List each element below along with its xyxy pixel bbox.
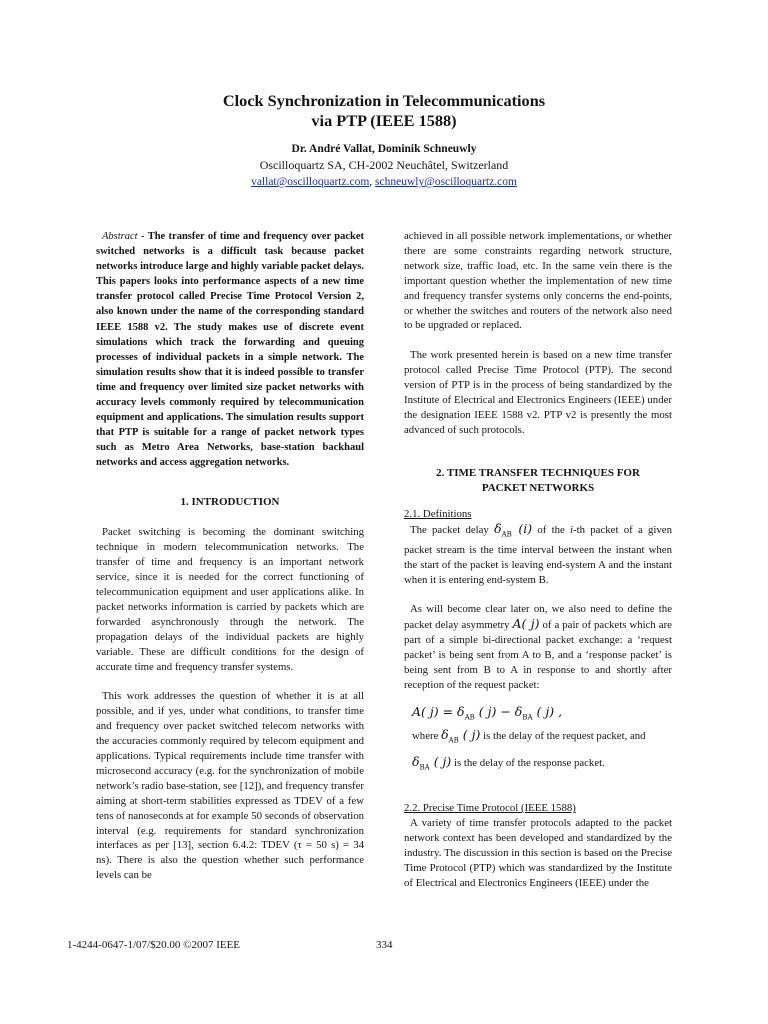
response-delay-clause <box>404 755 672 775</box>
response-symbol <box>412 753 452 772</box>
subsection-2-2-heading: 2.2. Precise Time Protocol (IEEE 1588) <box>404 802 576 815</box>
where-delta: δ <box>441 727 449 743</box>
ptp-overview-paragraph: The work presented herein is based on a new time transfer protocol called Precise Time Protocol (PTP). The second version of PTP is in the process of being standardized by the Institute of Electrical and Electronics Engineers (IEEE) under the designation IEEE 1588 v2. PTP v2 is presently the most advanced of such protocols. <box>404 349 672 436</box>
copyright-notice: 1-4244-0647-1/07/$20.00 ©2007 IEEE <box>67 939 241 951</box>
equation-end: ( j) , <box>532 703 563 719</box>
where-text-1: where <box>412 730 442 743</box>
response-text: is the delay of the response packet. <box>451 756 605 769</box>
email-link-vallat[interactable]: vallat@oscilloquartz.com <box>251 176 370 188</box>
authors: Dr. André Vallat, Dominik Schneuwly <box>291 143 477 155</box>
asymmetry-text-2: of a pair of packets which are part of a simple bi-directional packet exchange: a ‘request packet’ is being sent from A to B, and a ‘response packet’ is being sent from B to A in response to and shortly after reception of the request packet: <box>404 619 672 691</box>
definition-text-3: -th packet of a given packet stream is the time interval between the instant when the start of the packet is leaving end-system A and the instant when it is entering end-system B. <box>404 524 672 586</box>
equation-body <box>412 703 563 722</box>
section-1-heading: 1. INTRODUCTION <box>180 495 280 508</box>
section-2-heading-line-1: 2. TIME TRANSFER TECHNIQUES FOR <box>436 466 640 479</box>
intro-paragraph-2: This work addresses the question of whether it is at all possible, and if yes, under what conditions, to transfer time and frequency over packet switched telecom networks with the accuracies commonly required by telecom equipment and applications. Typical requirements include time transfer with microsecond accuracy (e.g. for the synchronization of mobile network’s radio base-station, see [12]), and frequency transfer aiming at short-term stabilities expressed as TDEV of a few tens of nanoseconds at for example 50 seconds of observation interval (e.g. requirements for standard synchronization interfaces as per [13], section 6.4.2: TDEV (τ = 50 s) = 34 ns). There is also the question whether such performance levels can be <box>96 690 364 882</box>
subsection-2-1-heading: 2.1. Definitions <box>404 508 472 521</box>
right-column <box>404 229 672 891</box>
intro-continuation-paragraph: achieved in all possible network implementations, or whether there are some constraints regarding network structure, network size, traffic load, etc. In the same vein there is the important question whether the implementation of new time and frequency transfer systems only concerns the end-points, or whether the switches and routers of the network also need to be upgraded or replaced. <box>404 230 672 332</box>
delta-subscript: AB <box>501 530 512 539</box>
affiliation: Oscilloquartz SA, CH-2002 Neuchâtel, Switzerland <box>259 158 509 172</box>
left-column <box>96 229 364 883</box>
email-separator: , <box>369 176 376 188</box>
where-argument: ( j) <box>458 727 481 743</box>
abstract-label: Abstract - <box>102 231 148 242</box>
response-subscript: BA <box>419 763 430 772</box>
title-line-1: Clock Synchronization in Telecommunications <box>222 91 546 110</box>
section-2-heading-line-2: PACKET NETWORKS <box>481 481 595 494</box>
asymmetry-equation <box>404 701 672 729</box>
title-line-2: via PTP (IEEE 1588) <box>311 111 457 130</box>
paper-title <box>0 91 768 131</box>
asymmetry-symbol: A( j) <box>512 616 540 632</box>
abstract <box>96 229 364 471</box>
email-link-schneuwly[interactable]: schneuwly@oscilloquartz.com <box>375 176 517 188</box>
ptp-paragraph: A variety of time transfer protocols adapted to the packet network context has been developed and standardized by the industry. The discussion in this section is based on the Precise Time Protocol (PTP) which was standardized by the Institute of Electrical and Electronics Engineers (IEEE) under the <box>404 817 672 889</box>
where-symbol <box>441 727 481 745</box>
delta-argument: (i) <box>511 521 533 537</box>
intro-paragraph-1: Packet switching is becoming the dominant switching technique in modern telecommunication networks. The transfer of time and frequency is an important network service, since it is needed for the correct functioning of telecommunication equipment and user applications alike. In packet networks information is carried by packets which are forwarded asynchronously through the network. The propagation delays of the individual packets are highly variable. These are difficult conditions for the design of accurate time and frequency transfer systems. <box>96 526 364 673</box>
where-subscript: AB <box>448 736 459 745</box>
response-argument: ( j) <box>429 753 452 769</box>
delay-symbol <box>494 521 533 539</box>
where-clause <box>404 728 672 748</box>
definition-text-1: The packet delay <box>410 524 495 537</box>
where-text-2: is the delay of the request packet, and <box>480 730 646 743</box>
abstract-text: The transfer of time and frequency over packet switched networks is a difficult task because packet networks introduce large and highly variable packet delays. This papers looks into performance aspects of a new time transfer protocol called Precise Time Protocol Version 2, also known under the name of the corresponding standard IEEE 1588 v2. The study makes use of discrete event simulations which track the forwarding and queuing processes of individual packets in a simple network. The simulation results show that it is indeed possible to transfer time and frequency over limited size packet networks with accuracy levels commonly required by telecommunication equipment and applications. The simulation results support that PTP is suitable for a range of packet network types such as Metro Area Networks, base-station backhaul networks and access aggregation networks. <box>96 231 364 469</box>
equation-lhs: A( j) = δ <box>412 703 465 719</box>
response-delta: δ <box>412 753 420 769</box>
packet-delay-definition <box>404 522 672 587</box>
equation-subscript-ba: BA <box>522 713 533 722</box>
delay-asymmetry-definition <box>404 602 672 692</box>
delta-symbol: δ <box>494 521 502 537</box>
definition-text-2: of the <box>532 524 571 537</box>
equation-middle: ( j) − δ <box>474 703 523 719</box>
definition-index-i: i <box>570 524 574 537</box>
equation-subscript-ab: AB <box>464 713 475 722</box>
asymmetry-text-1: As will become clear later on, we also need to define the packet delay asymmetry <box>404 603 672 632</box>
page-number: 334 <box>376 939 393 951</box>
author-emails <box>0 174 768 191</box>
